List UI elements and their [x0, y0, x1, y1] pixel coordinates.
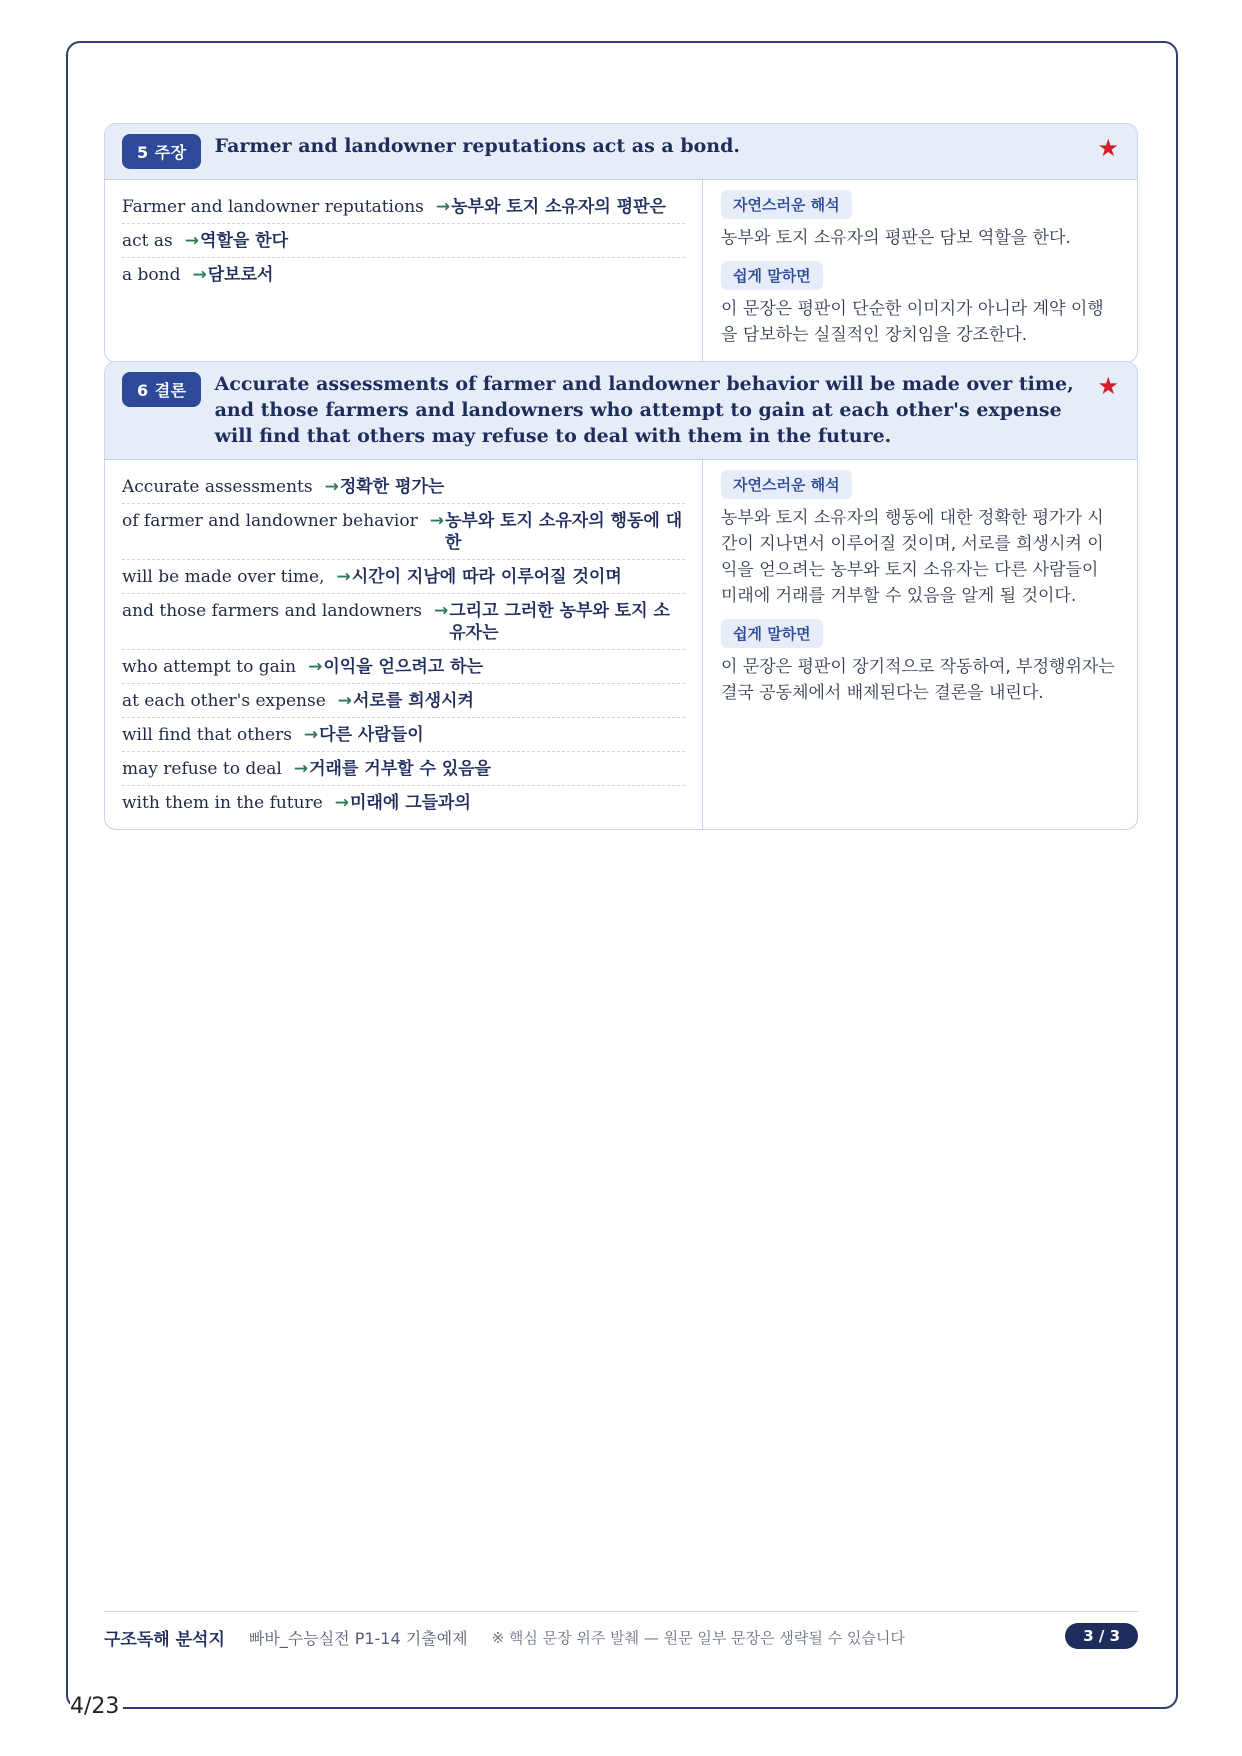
star-icon: ★	[1097, 372, 1119, 400]
section-card-6	[104, 361, 1138, 830]
arrow-icon: →	[293, 759, 309, 779]
chunk-english: and those farmers and landowners	[122, 601, 422, 621]
chunk-row	[122, 560, 685, 594]
star-icon: ★	[1097, 134, 1119, 162]
chunk-english: Farmer and landowner reputations	[122, 197, 424, 217]
chunk-row	[122, 752, 685, 786]
chunk-korean: 시간이 지남에 따라 이루어질 것이며	[351, 567, 622, 587]
chunk-list	[105, 180, 703, 362]
page-counter: 4/23	[70, 1694, 123, 1719]
chunk-row	[122, 190, 685, 224]
interpretation-panel	[703, 460, 1137, 829]
chunk-row	[122, 504, 685, 560]
footer-divider	[104, 1611, 1138, 1612]
footer-source: 빠바_수능실전 P1-14 기출예제	[248, 1628, 468, 1648]
chunk-english: of farmer and landowner behavior	[122, 511, 418, 531]
chunk-row	[122, 650, 685, 684]
chunk-row	[122, 684, 685, 718]
chunk-english: at each other's expense	[122, 691, 326, 711]
natural-text: 농부와 토지 소유자의 평판은 담보 역할을 한다.	[721, 228, 1071, 248]
footer-title: 구조독해 분석지	[104, 1629, 225, 1650]
arrow-icon: →	[334, 793, 350, 813]
section-badge: 6 결론	[122, 372, 201, 407]
chunk-korean: 미래에 그들과의	[350, 793, 471, 813]
interpretation-panel	[703, 180, 1137, 362]
chunk-row	[122, 224, 685, 258]
chunk-english: will be made over time,	[122, 567, 325, 587]
chunk-english: with them in the future	[122, 793, 323, 813]
chunk-korean: 거래를 거부할 수 있음을	[309, 759, 492, 779]
arrow-icon: →	[433, 601, 449, 621]
easy-text: 이 문장은 평판이 단순한 이미지가 아니라 계약 이행을 담보하는 실질적인 장치임을 강조한다.	[721, 299, 1104, 345]
arrow-icon: →	[435, 197, 451, 217]
chunk-english: act as	[122, 231, 173, 251]
natural-label: 자연스러운 해석	[721, 190, 852, 219]
arrow-icon: →	[192, 265, 207, 285]
section-header	[105, 362, 1137, 460]
arrow-icon: →	[336, 567, 351, 587]
easy-label: 쉽게 말하면	[721, 619, 823, 648]
chunk-row	[122, 470, 685, 504]
chunk-english: will find that others	[122, 725, 292, 745]
easy-label: 쉽게 말하면	[721, 261, 823, 290]
chunk-korean: 농부와 토지 소유자의 행동에 대한	[444, 511, 683, 553]
chunk-korean: 그리고 그러한 농부와 토지 소유자는	[449, 601, 670, 643]
footer-note: ※ 핵심 문장 위주 발췌 — 원문 일부 문장은 생략될 수 있습니다	[491, 1628, 905, 1647]
chunk-korean: 이익을 얻으려고 하는	[323, 657, 483, 677]
natural-label: 자연스러운 해석	[721, 470, 852, 499]
arrow-icon: →	[429, 511, 444, 531]
section-badge: 5 주장	[122, 134, 201, 169]
arrow-icon: →	[308, 657, 323, 677]
chunk-row	[122, 258, 685, 291]
arrow-icon: →	[337, 691, 353, 711]
chunk-korean: 서로를 희생시켜	[353, 691, 474, 711]
chunk-korean: 담보로서	[207, 265, 274, 285]
arrow-icon: →	[324, 477, 339, 497]
section-sentence: Farmer and landowner reputations act as a bond.	[214, 135, 740, 157]
chunk-english: may refuse to deal	[122, 759, 282, 779]
chunk-korean: 정확한 평가는	[339, 477, 445, 497]
chunk-row	[122, 718, 685, 752]
chunk-korean: 역할을 한다	[200, 231, 289, 251]
natural-text: 농부와 토지 소유자의 행동에 대한 정확한 평가가 시간이 지나면서 이루어질 것이며, 서로를 희생시켜 이익을 얻으려는 농부와 토지 소유자는 다른 사람들이 미래에 거래를 거부할 수 있음을 알게 될 것이다.	[721, 508, 1104, 606]
chunk-row	[122, 786, 685, 819]
footer	[104, 1622, 1138, 1652]
section-card-5	[104, 123, 1138, 363]
section-sentence: Accurate assessments of farmer and landowner behavior will be made over time, and those farmers and landowners who attempt to gain at each other's expense will find that others may refuse to deal with them in the future.	[214, 373, 1074, 447]
chunk-korean: 다른 사람들이	[319, 725, 424, 745]
chunk-english: Accurate assessments	[122, 477, 313, 497]
chunk-list	[105, 460, 703, 829]
arrow-icon: →	[303, 725, 319, 745]
page-indicator: 3 / 3	[1065, 1623, 1138, 1649]
section-header	[105, 124, 1137, 180]
chunk-english: who attempt to gain	[122, 657, 297, 677]
easy-text: 이 문장은 평판이 장기적으로 작동하여, 부정행위자는 결국 공동체에서 배제된다는 결론을 내린다.	[721, 657, 1115, 703]
chunk-english: a bond	[122, 265, 181, 285]
chunk-row	[122, 594, 685, 650]
arrow-icon: →	[184, 231, 200, 251]
chunk-korean: 농부와 토지 소유자의 평판은	[451, 197, 666, 217]
